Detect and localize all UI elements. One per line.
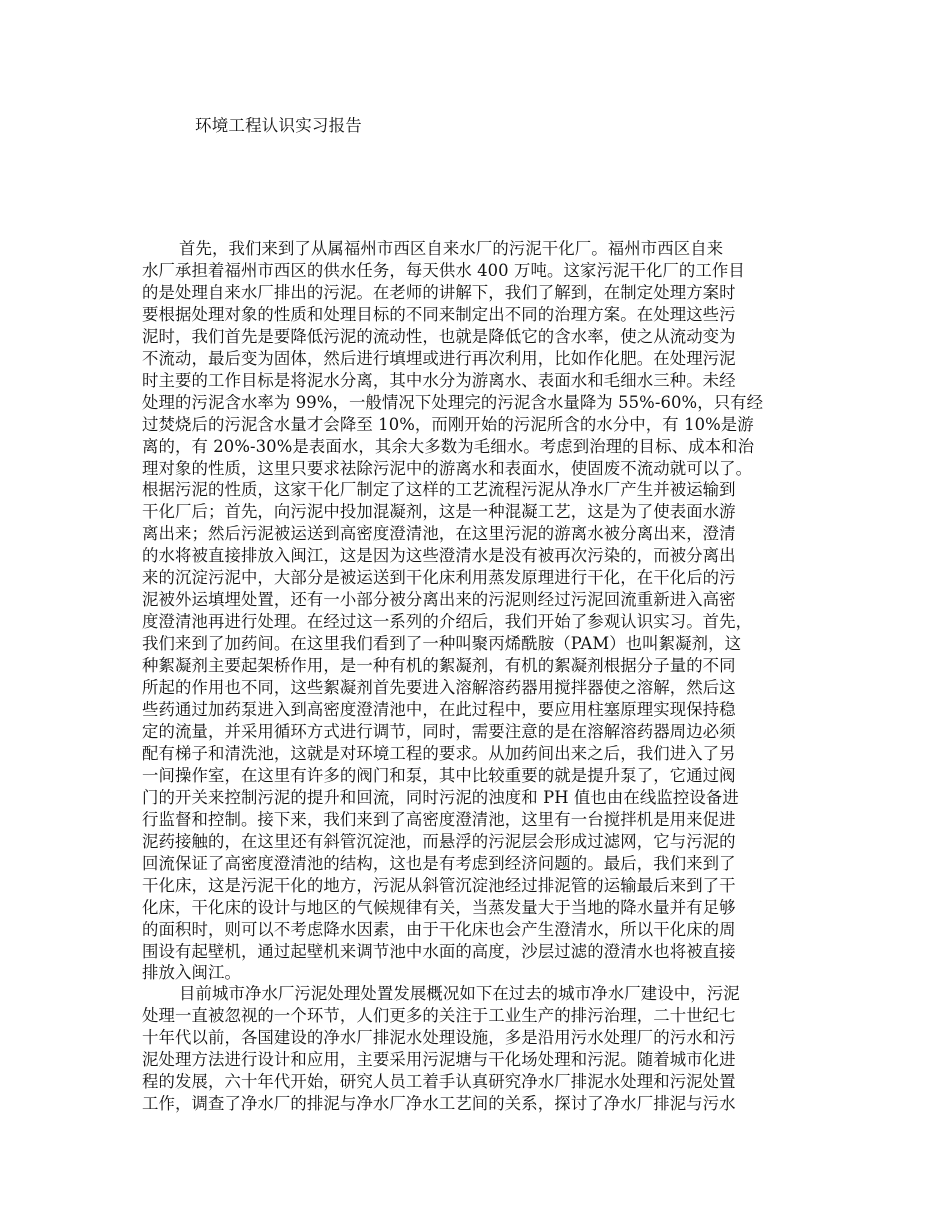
- text-line: 根据污泥的性质，这家干化厂制定了这样的工艺流程污泥从净水厂产生并被运输到: [142, 480, 736, 500]
- text-line: 十年代以前，各国建设的净水厂排泥水处理设施，多是沿用污水处理厂的污水和污: [142, 1027, 736, 1047]
- text-line: 工作，调查了净水厂的排泥与净水厂净水工艺间的关系，探讨了净水厂排泥与污水: [142, 1093, 736, 1113]
- document-title: 环境工程认识实习报告: [195, 116, 362, 135]
- text-line: 干化厂后；首先，向污泥中投加混凝剂，这是一种混凝工艺，这是为了使表面水游: [142, 502, 736, 522]
- text-line: 离出来；然后污泥被运送到高密度澄清池，在这里污泥的游离水被分离出来，澄清: [142, 524, 736, 544]
- text-line: 种絮凝剂主要起架桥作用，是一种有机的絮凝剂，有机的絮凝剂根据分子量的不同: [142, 656, 736, 676]
- paragraph-1: [142, 238, 832, 984]
- text-line: 离的，有 20%-30%是表面水，其余大多数为毛细水。考虑到治理的目标、成本和治: [142, 436, 755, 456]
- text-line: 的面积时，则可以不考虑降水因素，由于干化床也会产生澄清水，所以干化床的周: [142, 919, 736, 939]
- text-line: 的水将被直接排放入闽江，这是因为这些澄清水是没有被再次污染的，而被分离出: [142, 546, 736, 566]
- text-line: 所起的作用也不同，这些絮凝剂首先要进入溶解溶药器用搅拌器使之溶解，然后这: [142, 678, 736, 698]
- text-line: 目前城市净水厂污泥处理处置发展概况如下在过去的城市净水厂建设中，污泥: [179, 984, 740, 1003]
- text-line: 排放入闽江。: [142, 963, 241, 983]
- text-line: 泥时，我们首先是要降低污泥的流动性，也就是降低它的含水率，使之从流动变为: [142, 326, 736, 346]
- text-line: 门的开关来控制污泥的提升和回流，同时污泥的浊度和 PH 值也由在线监控设备进: [142, 787, 739, 807]
- text-line: 处理一直被忽视的一个环节，人们更多的关注于工业生产的排污治理，二十世纪七: [142, 1005, 736, 1025]
- text-line: 泥被外运填埋处置，还有一小部分被分离出来的污泥则经过污泥回流重新进入高密: [142, 590, 736, 610]
- text-line: 我们来到了加药间。在这里我们看到了一种叫聚丙烯酰胺（PAM）也叫絮凝剂，这: [142, 634, 742, 654]
- text-line: 干化床，这是污泥干化的地方，污泥从斜管沉淀池经过排泥管的运输最后来到了干: [142, 875, 736, 895]
- text-line: 理对象的性质，这里只要求祛除污泥中的游离水和表面水，使固废不流动就可以了。: [142, 458, 753, 478]
- text-line: 些药通过加药泵进入到高密度澄清池中，在此过程中，要应用柱塞原理实现保持稳: [142, 700, 736, 720]
- paragraph-2: [142, 983, 832, 1115]
- text-line: 时主要的工作目标是将泥水分离，其中水分为游离水、表面水和毛细水三种。未经: [142, 370, 736, 390]
- text-line: 来的沉淀污泥中，大部分是被运送到干化床利用蒸发原理进行干化，在干化后的污: [142, 568, 736, 588]
- text-line: 过焚烧后的污泥含水量才会降至 10%，而刚开始的污泥所含的水分中，有 10%是游: [142, 414, 754, 434]
- text-line: 首先，我们来到了从属福州市西区自来水厂的污泥干化厂。福州市西区自来: [179, 239, 724, 258]
- text-line: 配有梯子和清洗池，这就是对环境工程的要求。从加药间出来之后，我们进入了另: [142, 743, 736, 763]
- text-line: 程的发展，六十年代开始，研究人员工着手认真研究净水厂排泥水处理和污泥处置: [142, 1071, 736, 1091]
- text-line: 不流动，最后变为固体，然后进行填埋或进行再次利用，比如作化肥。在处理污泥: [142, 348, 736, 368]
- text-line: 化床，干化床的设计与地区的气候规律有关，当蒸发量大于当地的降水量并有足够: [142, 897, 736, 917]
- text-line: 泥药接触的，在这里还有斜管沉淀池，而悬浮的污泥层会形成过滤网，它与污泥的: [142, 831, 736, 851]
- text-line: 围设有起壁机，通过起壁机来调节池中水面的高度，沙层过滤的澄清水也将被直接: [142, 941, 736, 961]
- text-line: 一间操作室，在这里有许多的阀门和泵，其中比较重要的就是提升泵了，它通过阀: [142, 765, 736, 785]
- text-line: 行监督和控制。接下来，我们来到了高密度澄清池，这里有一台搅拌机是用来促进: [142, 809, 736, 829]
- text-line: 水厂承担着福州市西区的供水任务，每天供水 400 万吨。这家污泥干化厂的工作目: [142, 260, 745, 280]
- text-line: 泥处理方法进行设计和应用，主要采用污泥塘与干化场处理和污泥。随着城市化进: [142, 1049, 736, 1069]
- text-line: 度澄清池再进行处理。在经过这一系列的介绍后，我们开始了参观认识实习。首先，: [142, 612, 753, 632]
- text-line: 定的流量，并采用循环方式进行调节，同时，需要注意的是在溶解溶药器周边必须: [142, 721, 736, 741]
- text-line: 要根据处理对象的性质和处理目标的不同来制定出不同的治理方案。在处理这些污: [142, 304, 736, 324]
- text-line: 的是处理自来水厂排出的污泥。在老师的讲解下，我们了解到，在制定处理方案时: [142, 282, 736, 302]
- text-line: 回流保证了高密度澄清池的结构，这也是有考虑到经济问题的。最后，我们来到了: [142, 853, 736, 873]
- text-line: 处理的污泥含水率为 99%，一般情况下处理完的污泥含水量降为 55%-60%，只有经: [142, 392, 764, 412]
